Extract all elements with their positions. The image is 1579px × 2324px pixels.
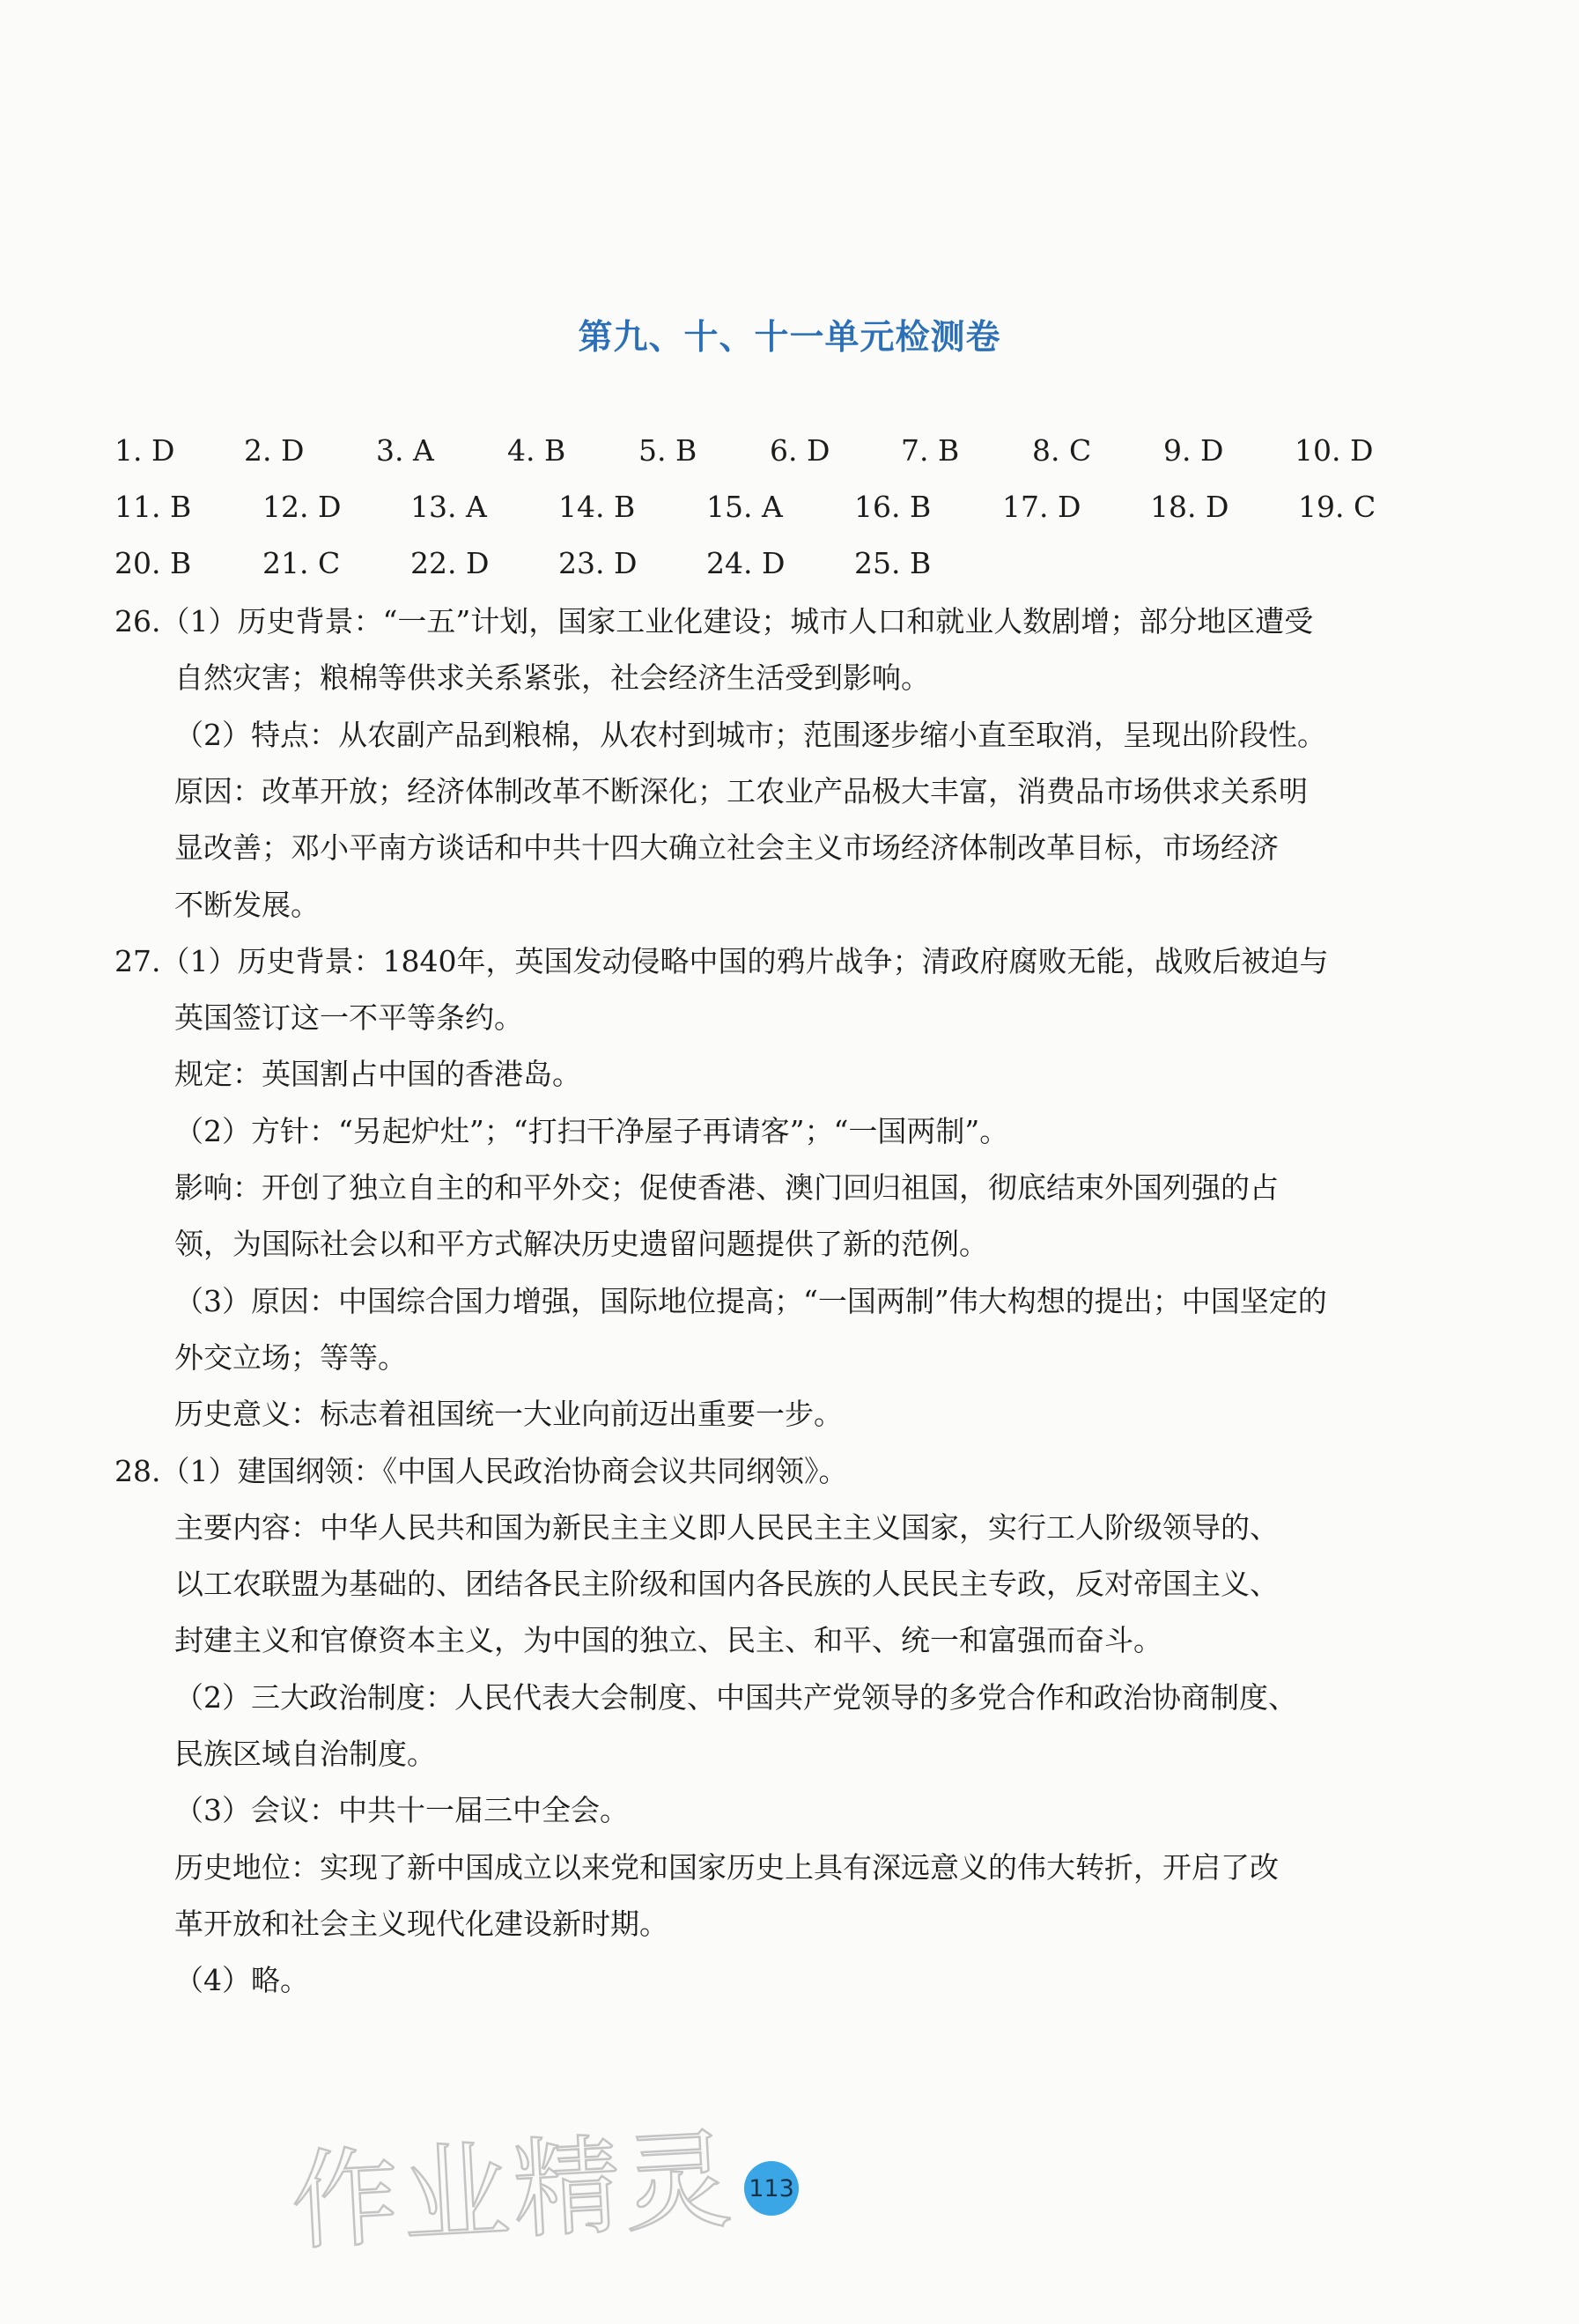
answer-line: （3）原因：中国综合国力增强，国际地位提高；“一国两制”伟大构想的提出；中国坚定的 <box>174 1283 1327 1318</box>
answer-line: 不断发展。 <box>174 887 320 922</box>
mcq-answer: 9. D <box>1163 433 1224 468</box>
mcq-answer: 20. B <box>114 546 192 580</box>
page-title: 第九、十、十一单元检测卷 <box>578 318 1001 358</box>
answer-line: 外交立场；等等。 <box>174 1339 407 1375</box>
mcq-answer: 4. B <box>507 433 566 468</box>
mcq-answer: 3. A <box>376 433 434 468</box>
mcq-answer: 7. B <box>901 433 960 468</box>
mcq-answer: 23. D <box>558 546 638 580</box>
answer-line: 历史意义：标志着祖国统一大业向前迈出重要一步。 <box>174 1397 843 1432</box>
mcq-answer: 12. D <box>262 490 342 524</box>
answer-line: （2）三大政治制度：人民代表大会制度、中国共产党领导的多党合作和政治协商制度、 <box>174 1679 1297 1715</box>
answer-line: 自然灾害；粮棉等供求关系紧张，社会经济生活受到影响。 <box>174 660 930 696</box>
answer-line: 封建主义和官僚资本主义，为中国的独立、民主、和平、统一和富强而奋斗。 <box>174 1623 1162 1658</box>
mcq-answer: 15. A <box>706 490 783 524</box>
answer-line: 26.（1）历史背景：“一五”计划，国家工业化建设；城市人口和就业人数剧增；部分地区遭受 <box>114 604 1314 638</box>
answer-line: 民族区域自治制度。 <box>174 1737 436 1771</box>
mcq-answer: 8. C <box>1032 433 1092 468</box>
answer-line: 规定：英国割占中国的香港岛。 <box>174 1057 581 1092</box>
mcq-answer: 22. D <box>410 546 490 580</box>
answer-line: （2）特点：从农副产品到粮棉，从农村到城市；范围逐步缩小直至取消，呈现出阶段性。 <box>174 717 1326 752</box>
answer-line: 显改善；邓小平南方谈话和中共十四大确立社会主义市场经济体制改革目标，市场经济 <box>174 830 1279 866</box>
mcq-answer: 25. B <box>854 546 932 580</box>
mcq-answer: 11. B <box>114 490 192 524</box>
answer-line: （2）方针：“另起炉灶”；“打扫干净屋子再请客”；“一国两制”。 <box>174 1113 1009 1148</box>
mcq-answer: 16. B <box>854 490 932 524</box>
answer-line: 影响：开创了独立自主的和平外交；促使香港、澳门回归祖国，彻底结束外国列强的占 <box>174 1170 1279 1205</box>
page-number: 113 <box>744 2161 799 2216</box>
answer-line: 英国签订这一不平等条约。 <box>174 1000 523 1036</box>
mcq-answer: 19. C <box>1298 490 1376 524</box>
mcq-answer: 10. D <box>1295 433 1374 468</box>
answer-line: 历史地位：实现了新中国成立以来党和国家历史上具有深远意义的伟大转折，开启了改 <box>174 1849 1279 1885</box>
mcq-answer: 24. D <box>706 546 786 580</box>
mcq-answer: 6. D <box>770 433 830 468</box>
answer-line: 原因：改革开放；经济体制改革不断深化；工农业产品极大丰富，消费品市场供求关系明 <box>174 773 1308 808</box>
answer-line: 28.（1）建国纲领：《中国人民政治协商会议共同纲领》。 <box>114 1453 848 1488</box>
answer-line: 主要内容：中华人民共和国为新民主主义即人民民主主义国家，实行工人阶级领导的、 <box>174 1509 1279 1545</box>
mcq-answer: 14. B <box>558 490 636 524</box>
mcq-answer: 13. A <box>410 490 487 524</box>
answer-line: （3）会议：中共十一届三中全会。 <box>174 1793 629 1828</box>
mcq-answer: 2. D <box>244 433 305 468</box>
answer-line: 领，为国际社会以和平方式解决历史遗留问题提供了新的范例。 <box>174 1227 988 1262</box>
answer-line: 27.（1）历史背景：1840年，英国发动侵略中国的鸦片战争；清政府腐败无能，战败后被迫与 <box>114 943 1329 978</box>
watermark-logo: 作业精灵 <box>288 2116 738 2266</box>
mcq-answer: 5. B <box>638 433 697 468</box>
mcq-answer: 18. D <box>1150 490 1229 524</box>
answer-line: （4）略。 <box>174 1963 309 1998</box>
answer-line: 以工农联盟为基础的、团结各民主阶级和国内各民族的人民民主专政，反对帝国主义、 <box>174 1567 1279 1602</box>
mcq-answer: 17. D <box>1002 490 1081 524</box>
mcq-answer: 21. C <box>262 546 341 580</box>
mcq-answer: 1. D <box>114 433 175 468</box>
answer-line: 革开放和社会主义现代化建设新时期。 <box>174 1906 668 1941</box>
